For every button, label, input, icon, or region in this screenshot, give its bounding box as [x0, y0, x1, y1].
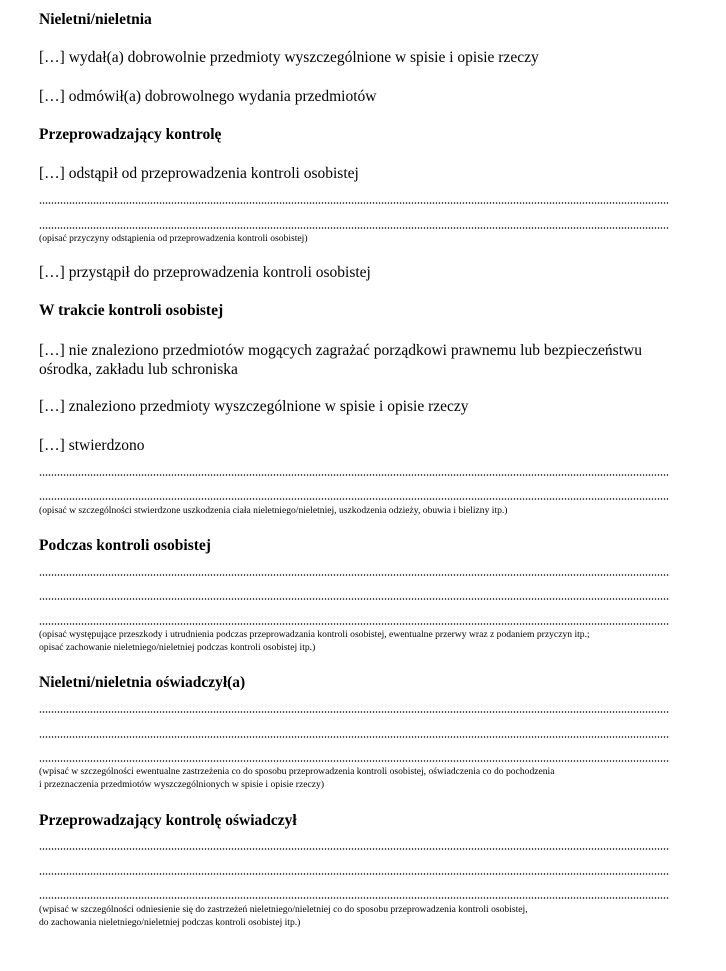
- option-nie-znaleziono[interactable]: […] nie znaleziono przedmiotów mogących zagrażać porządkowi prawnemu lub bezpieczeństwu ośrodka, zakładu lub schroniska: [39, 342, 642, 378]
- note-line: (wpisać w szczególności ewentualne zastrzeżenia co do sposobu przeprowadzenia kontroli osobistej, oświadczenia co do pochodzenia: [39, 766, 555, 777]
- fill-line[interactable]: [39, 848, 669, 850]
- note-line: do zachowania nieletniego/nieletniej podczas kontroli osobistej itp.): [39, 916, 301, 928]
- field-note: [39, 904, 689, 929]
- option-odmowil[interactable]: […] odmówił(a) dobrowolnego wydania przedmiotów: [39, 88, 377, 105]
- note-line: i przeznaczenia przedmiotów wyszczególnionych w spisie i opisie rzeczy): [39, 778, 325, 790]
- fill-line[interactable]: [39, 623, 669, 625]
- field-note: (opisać przyczyny odstąpienia od przeprowadzenia kontroli osobistej): [39, 233, 308, 244]
- section-title-podczas: Podczas kontroli osobistej: [39, 537, 211, 554]
- field-note: (opisać w szczególności stwierdzone uszkodzenia ciała nieletniego/nieletniej, uszkodzenia odzieży, obuwia i bielizny itp.): [39, 505, 508, 516]
- fill-line[interactable]: [39, 897, 669, 899]
- option-wydal[interactable]: […] wydał(a) dobrowolnie przedmioty wyszczególnione w spisie i opisie rzeczy: [39, 49, 539, 66]
- note-line: (opisać występujące przeszkody i utrudnienia podczas przeprowadzania kontroli osobistej, ewentualne przerwy wraz z podaniem przyczyn itp.;: [39, 629, 590, 640]
- option-znaleziono[interactable]: […] znaleziono przedmioty wyszczególnione w spisie i opisie rzeczy: [39, 398, 469, 415]
- fill-line[interactable]: [39, 574, 669, 576]
- field-note: [39, 629, 689, 654]
- fill-line[interactable]: [39, 474, 669, 476]
- fill-line[interactable]: [39, 498, 669, 500]
- note-line: opisać zachowanie nieletniego/nieletniej podczas kontroli osobistej itp.): [39, 641, 316, 653]
- option-przystapil[interactable]: […] przystąpił do przeprowadzenia kontroli osobistej: [39, 264, 371, 281]
- option-stwierdzono[interactable]: […] stwierdzono: [39, 437, 145, 454]
- section-title-przeprowadzajacy-oswiadczyl: Przeprowadzający kontrolę oświadczył: [39, 812, 297, 829]
- fill-line[interactable]: [39, 711, 669, 713]
- fill-line[interactable]: [39, 598, 669, 600]
- section-title-nieletni-oswiadczyl: Nieletni/nieletnia oświadczył(a): [39, 674, 246, 691]
- note-line: (wpisać w szczególności odniesienie się do zastrzeżeń nieletniego/nieletniej co do sposobu przeprowadzenia kontroli osobistej,: [39, 904, 528, 915]
- field-note: [39, 766, 689, 791]
- fill-line[interactable]: [39, 227, 669, 229]
- section-title-nieletni: Nieletni/nieletnia: [39, 11, 152, 28]
- fill-line[interactable]: [39, 736, 669, 738]
- fill-line[interactable]: [39, 202, 669, 204]
- option-odstapil[interactable]: […] odstąpił od przeprowadzenia kontroli osobistej: [39, 165, 359, 182]
- section-title-przeprowadzajacy: Przeprowadzający kontrolę: [39, 126, 222, 143]
- fill-line[interactable]: [39, 760, 669, 762]
- section-title-w-trakcie: W trakcie kontroli osobistej: [39, 302, 224, 319]
- fill-line[interactable]: [39, 873, 669, 875]
